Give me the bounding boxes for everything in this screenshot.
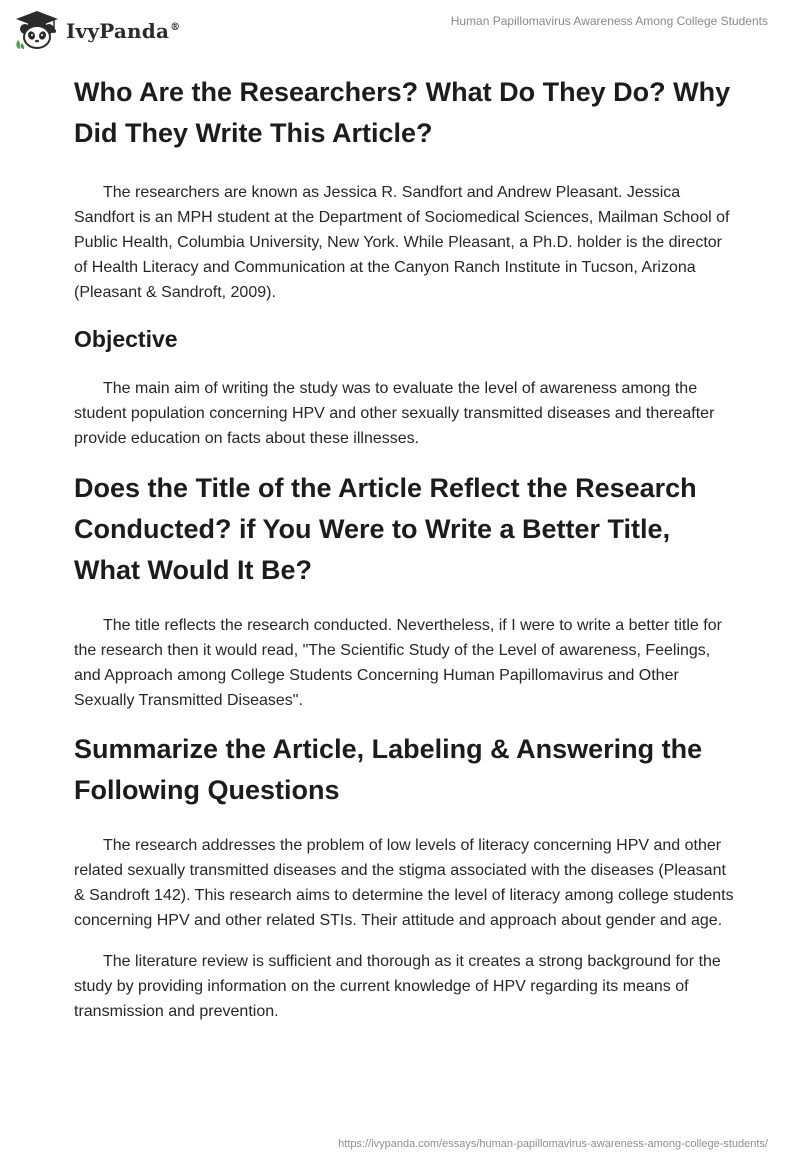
paragraph-summary-1: The research addresses the problem of low levels of literacy concerning HPV and other related sexually transmitted diseases and the stigma associated with the diseases (Pleasant & Sandroft 142). This research aims to determine the level of literacy among college students concerning HPV and other related STIs. Their attitude and approach about gender and age. xyxy=(74,837,734,929)
paragraph-researchers: The researchers are known as Jessica R. Sandfort and Andrew Pleasant. Jessica Sandfort is an MPH student at the Department of Sociomedical Sciences, Mailman School of Public Health, Columbia University, New York. While Pleasant, a Ph.D. holder is the director of Health Literacy and Communication at the Canyon Ranch Institute in Tucson, Arizona (Pleasant & Sandroft, 2009). xyxy=(74,184,730,301)
paragraph-title-reflection: The title reflects the research conducted. Nevertheless, if I were to write a better title for the research then it would read, "The Scientific Study of the Level of awareness, Feelings, and Approach among College Students Concerning Human Papillomavirus and Other Sexually Transmitted Diseases". xyxy=(74,617,722,709)
paragraph-objective: The main aim of writing the study was to evaluate the level of awareness among the student population concerning HPV and other sexually transmitted diseases and thereafter provide education on facts about these illnesses. xyxy=(74,380,715,447)
section-heading-researchers: Who Are the Researchers? What Do They Do? Why Did They Write This Article? xyxy=(74,77,731,148)
panda-graduate-icon xyxy=(14,10,60,50)
ivypanda-logo[interactable] xyxy=(14,10,180,50)
source-url[interactable]: https://ivypanda.com/essays/human-papillomavirus-awareness-among-college-students/ xyxy=(338,1138,768,1150)
paragraph-summary-2: The literature review is sufficient and thorough as it creates a strong background for the study by providing information on the current knowledge of HPV regarding its means of transmission and prevention. xyxy=(74,953,721,1020)
section-heading-summary: Summarize the Article, Labeling & Answering the Following Questions xyxy=(74,734,703,805)
essay-content xyxy=(74,72,734,1024)
document-title: Human Papillomavirus Awareness Among College Students xyxy=(450,14,768,28)
brand-name: IvyPanda® xyxy=(66,19,181,43)
page-header xyxy=(0,0,800,60)
section-heading-title-reflection: Does the Title of the Article Reflect the Research Conducted? if You Were to Write a Better Title, What Would It Be? xyxy=(74,473,697,585)
registered-mark: ® xyxy=(170,22,181,34)
section-heading-objective: Objective xyxy=(74,326,178,352)
